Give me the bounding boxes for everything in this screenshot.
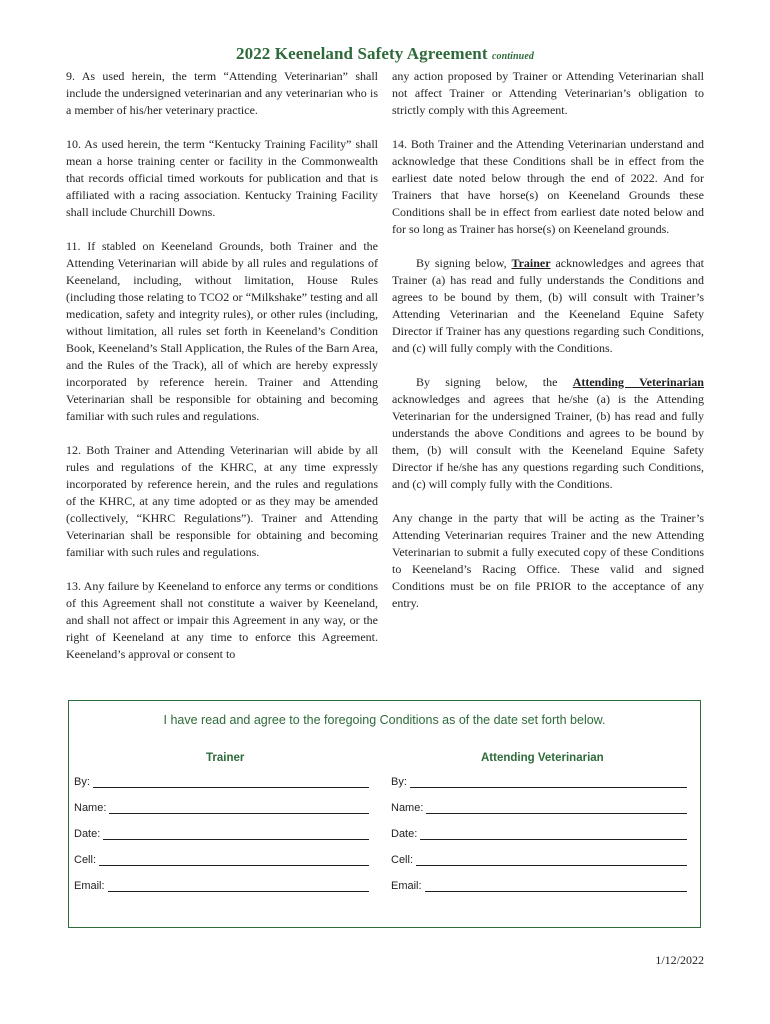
trainer-heading: Trainer	[206, 752, 245, 764]
vet-ack-pre: By signing below, the	[416, 375, 573, 389]
clause-10: 10. As used herein, the term “Kentucky Training Facility” shall mean a horse training center or facility in the Commonwealth that records official timed workouts for publication and that is affiliated with a racing association. Kentucky Training Facility shall include Churchill Downs.	[66, 137, 378, 219]
trainer-email-label: Email:	[74, 880, 105, 892]
trainer-date-field[interactable]	[74, 828, 369, 840]
trainer-name-line[interactable]	[109, 803, 369, 814]
trainer-cell-field[interactable]	[74, 854, 369, 866]
vet-date-field[interactable]	[391, 828, 687, 840]
vet-email-label: Email:	[391, 880, 422, 892]
trainer-by-label: By:	[74, 776, 90, 788]
signature-box-heading: I have read and agree to the foregoing Conditions as of the date set forth below.	[163, 713, 606, 727]
vet-by-label: By:	[391, 776, 407, 788]
trainer-by-line[interactable]	[93, 777, 369, 788]
vet-cell-line[interactable]	[416, 855, 687, 866]
vet-cell-label: Cell:	[391, 854, 414, 866]
trainer-ack-post: acknowledges and agrees that Trainer (a) has read and fully understands the Conditions and agrees to be bound by them, (b) will consult with Trainer’s Attending Veterinarian and the Keeneland Equine Safety Director if Trainer has any questions regarding such Conditions, and (c) will fully comply with the Conditions.	[392, 256, 704, 355]
clause-11: 11. If stabled on Keeneland Grounds, both Trainer and the Attending Veterinarian will abide by all rules and regulations of Keeneland, including, without limitation, House Rules (including those relating to TCO2 or “Milkshake” testing and all medication, safety and integrity rules), or other rules (including, without limitation, all rules set forth in Keeneland’s Condition Book, Keeneland’s Stall Application, the Rules of the Barn Area, and the Rules of the Track), all of which are hereby expressly incorporated by reference herein. Trainer and Attending Veterinarian shall be responsible for obtaining and becoming familiar with such rules and regulations.	[66, 239, 378, 423]
vet-email-line[interactable]	[425, 881, 687, 892]
clause-13: 13. Any failure by Keeneland to enforce any terms or conditions of this Agreement shall not constitute a waiver by Keeneland, and shall not affect or impair this Agreement in any way, or the right of Keeneland at any time to enforce this Agreement. Keeneland’s approval or consent to	[66, 579, 378, 661]
trainer-email-line[interactable]	[108, 881, 369, 892]
document-date: 1/12/2022	[655, 953, 704, 967]
trainer-email-field[interactable]	[74, 880, 369, 892]
trainer-ack-pre: By signing below,	[416, 256, 512, 270]
left-column	[66, 68, 378, 680]
vet-name-line[interactable]	[426, 803, 687, 814]
vet-by-field[interactable]	[391, 776, 687, 788]
vet-acknowledgement	[392, 374, 704, 493]
vet-name-field[interactable]	[391, 802, 687, 814]
vet-name-label: Name:	[391, 802, 424, 814]
continued-label: continued	[491, 51, 534, 62]
vet-email-field[interactable]	[391, 880, 687, 892]
trainer-emphasis: Trainer	[511, 256, 551, 270]
trainer-acknowledgement	[392, 255, 704, 357]
vet-emphasis: Attending Veterinarian	[572, 375, 704, 389]
clause-14: 14. Both Trainer and the Attending Veterinarian understand and acknowledge that these Conditions shall be in effect from the earliest date noted below through the end of 2022. And for Trainers that have horse(s) on Keeneland Grounds these Conditions shall be in effect from earliest date noted below and for so long as Trainer has horse(s) on Keeneland grounds.	[392, 137, 704, 236]
trainer-date-line[interactable]	[103, 829, 369, 840]
clause-13-continued: any action proposed by Trainer or Attending Veterinarian shall not affect Trainer or Attending Veterinarian’s obligation to strictly comply with this Agreement.	[392, 69, 704, 117]
vet-date-line[interactable]	[420, 829, 687, 840]
clause-12: 12. Both Trainer and Attending Veterinarian will abide by all rules and regulations of the KHRC, at any time expressly incorporated by reference herein, and the rules and regulations of the KHRC, at any time adopted or as they may be amended (collectively, “KHRC Regulations”). Trainer and Attending Veterinarian shall be responsible for obtaining and becoming familiar with such rules and regulations.	[66, 443, 378, 559]
right-column	[392, 68, 704, 629]
vet-by-line[interactable]	[410, 777, 687, 788]
change-of-party-notice: Any change in the party that will be acting as the Trainer’s Attending Veterinarian requires Trainer and the new Attending Veterinarian to submit a fully executed copy of these Conditions to Keeneland’s Racing Office. These valid and signed Conditions must be on file PRIOR to the acceptance of any entry.	[392, 511, 704, 610]
vet-date-label: Date:	[391, 828, 418, 840]
vet-ack-post: acknowledges and agrees that he/she (a) is the Attending Veterinarian for the undersigned Trainer, (b) has read and fully understands the above Conditions and agrees to be bound by them, (b) will consult with the Keeneland Equine Safety Director if he/she has any questions regarding such Conditions, and (c) will comply fully with the Conditions.	[392, 392, 704, 491]
title-text: 2022 Keeneland Safety Agreement	[236, 44, 488, 63]
signature-box	[68, 700, 701, 928]
trainer-name-field[interactable]	[74, 802, 369, 814]
clause-9: 9. As used herein, the term “Attending Veterinarian” shall include the undersigned veterinarian and any veterinarian who is a member of his/her veterinary practice.	[66, 69, 378, 117]
vet-cell-field[interactable]	[391, 854, 687, 866]
document-title	[0, 44, 770, 64]
trainer-cell-label: Cell:	[74, 854, 97, 866]
trainer-date-label: Date:	[74, 828, 101, 840]
trainer-cell-line[interactable]	[99, 855, 369, 866]
vet-heading: Attending Veterinarian	[481, 752, 604, 764]
trainer-name-label: Name:	[74, 802, 107, 814]
trainer-by-field[interactable]	[74, 776, 369, 788]
